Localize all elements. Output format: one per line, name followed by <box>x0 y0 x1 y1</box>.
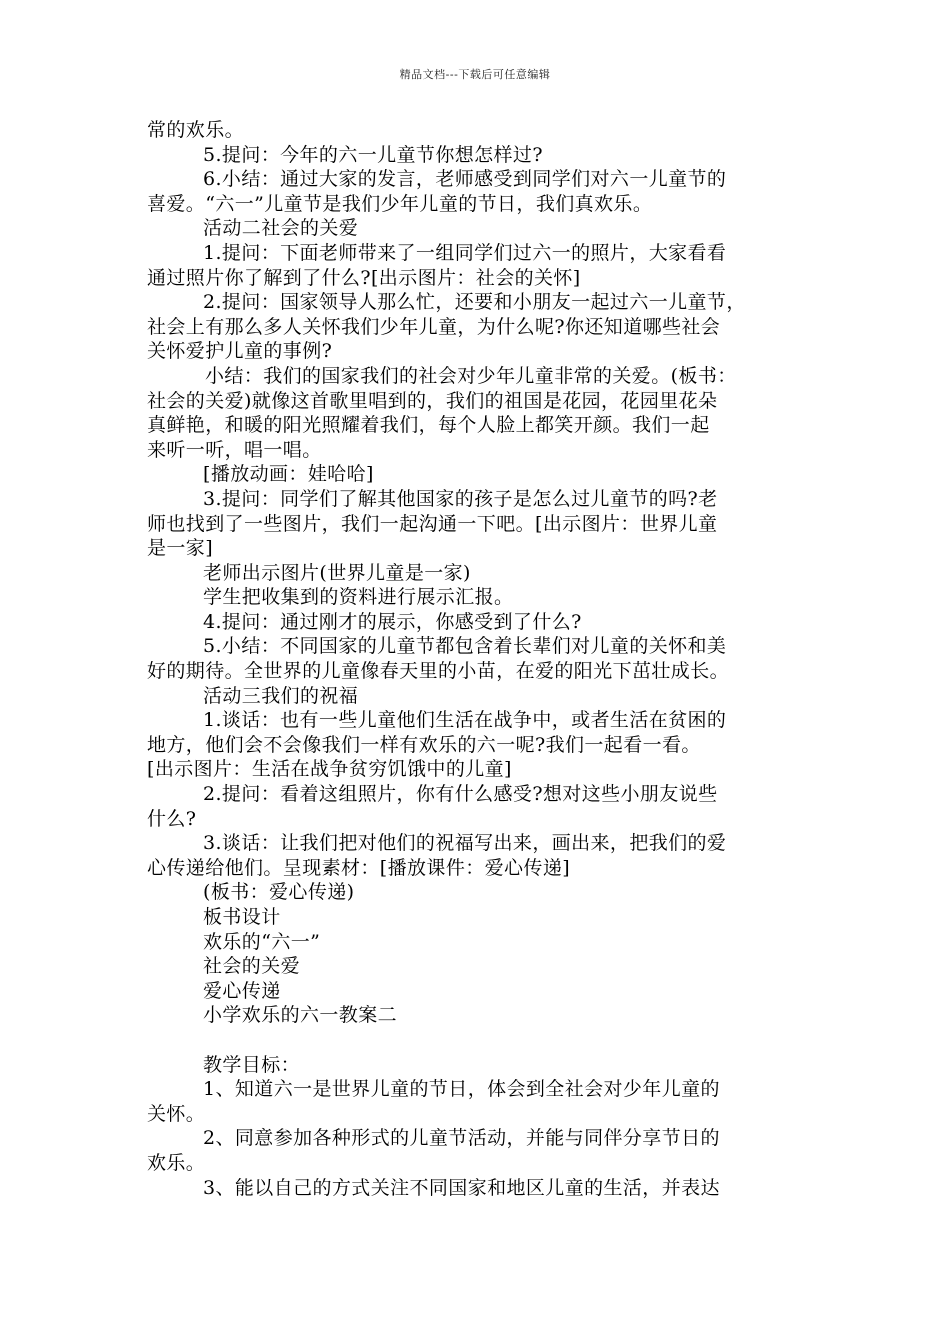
text-line: 学生把收集到的资料进行展示汇报。 <box>203 586 514 609</box>
text-line: 6.小结：通过大家的发言，老师感受到同学们对六一儿童节的 <box>203 168 727 191</box>
text-line: [出示图片：生活在战争贫穷饥饿中的儿童] <box>147 758 512 781</box>
text-line: 3.提问：同学们了解其他国家的孩子是怎么过儿童节的吗?老 <box>203 487 718 510</box>
text-line: 喜爱。“六一”儿童节是我们少年儿童的节日，我们真欢乐。 <box>147 192 653 215</box>
text-line: 关怀。 <box>147 1102 206 1125</box>
text-line: 5.小结：不同国家的儿童节都包含着长辈们对儿童的关怀和美 <box>203 635 727 658</box>
text-line: 2.提问：国家领导人那么忙，还要和小朋友一起过六一儿童节， <box>203 291 746 314</box>
text-line: 来听一听，唱一唱。 <box>147 438 322 461</box>
page-header-watermark: 精品文档---下载后可任意编辑 <box>399 68 551 81</box>
text-line: 教学目标： <box>203 1053 301 1076</box>
text-line: 社会的关爱 <box>203 955 301 978</box>
text-line: 好的期待。全世界的儿童像春天里的小苗，在爱的阳光下茁壮成长。 <box>147 660 730 683</box>
text-line: (板书：爱心传递) <box>203 881 355 904</box>
text-line: 2.提问：看着这组照片，你有什么感受?想对这些小朋友说些 <box>203 783 718 806</box>
text-line: 社会上有那么多人关怀我们少年儿童，为什么呢?你还知道哪些社会 <box>147 315 721 338</box>
text-line: 社会的关爱)就像这首歌里唱到的，我们的祖国是花园，花园里花朵 <box>147 389 718 412</box>
text-line: [播放动画：娃哈哈] <box>203 463 374 486</box>
text-line: 地方，他们会不会像我们一样有欢乐的六一呢?我们一起看一看。 <box>147 733 701 756</box>
text-line: 小学欢乐的六一教案二 <box>203 1004 398 1027</box>
text-line: 真鲜艳，和暖的阳光照耀着我们，每个人脸上都笑开颜。我们一起 <box>147 414 710 437</box>
text-line: 1.谈话：也有一些儿童他们生活在战争中，或者生活在贫困的 <box>203 709 727 732</box>
text-line: 2、同意参加各种形式的儿童节活动，并能与同伴分享节日的 <box>203 1127 720 1150</box>
text-line: 3、能以自己的方式关注不同国家和地区儿童的生活，并表达 <box>203 1176 720 1199</box>
text-line: 师也找到了一些图片，我们一起沟通一下吧。[出示图片：世界儿童 <box>147 512 718 535</box>
text-line: 关怀爱护儿童的事例? <box>147 340 333 363</box>
text-line: 4.提问：通过刚才的展示，你感受到了什么? <box>203 610 582 633</box>
text-line: 是一家] <box>147 537 214 560</box>
text-line: 3.谈话：让我们把对他们的祝福写出来，画出来，把我们的爱 <box>203 832 727 855</box>
text-line: 通过照片你了解到了什么?[出示图片：社会的关怀] <box>147 266 581 289</box>
text-line: 心传递给他们。呈现素材：[播放课件：爱心传递] <box>147 856 571 879</box>
text-line: 常的欢乐。 <box>147 119 245 141</box>
text-line: 欢乐的“六一” <box>203 930 321 953</box>
text-line: 爱心传递 <box>203 979 281 1002</box>
text-line: 1.提问：下面老师带来了一组同学们过六一的照片，大家看看 <box>203 241 727 264</box>
text-line: 活动三我们的祝福 <box>203 684 359 707</box>
text-line: 活动二社会的关爱 <box>203 217 359 240</box>
blank-line <box>147 1028 812 1053</box>
text-line: 小结：我们的国家我们的社会对少年儿童非常的关爱。(板书： <box>205 364 737 387</box>
text-line: 什么? <box>147 807 197 830</box>
text-line: 1、知道六一是世界儿童的节日，体会到全社会对少年儿童的 <box>203 1078 720 1101</box>
text-line: 5.提问：今年的六一儿童节你想怎样过? <box>203 143 543 166</box>
text-line: 板书设计 <box>203 906 281 928</box>
text-line: 老师出示图片(世界儿童是一家) <box>203 561 471 584</box>
text-line: 欢乐。 <box>147 1151 206 1174</box>
document-body <box>147 118 812 1200</box>
